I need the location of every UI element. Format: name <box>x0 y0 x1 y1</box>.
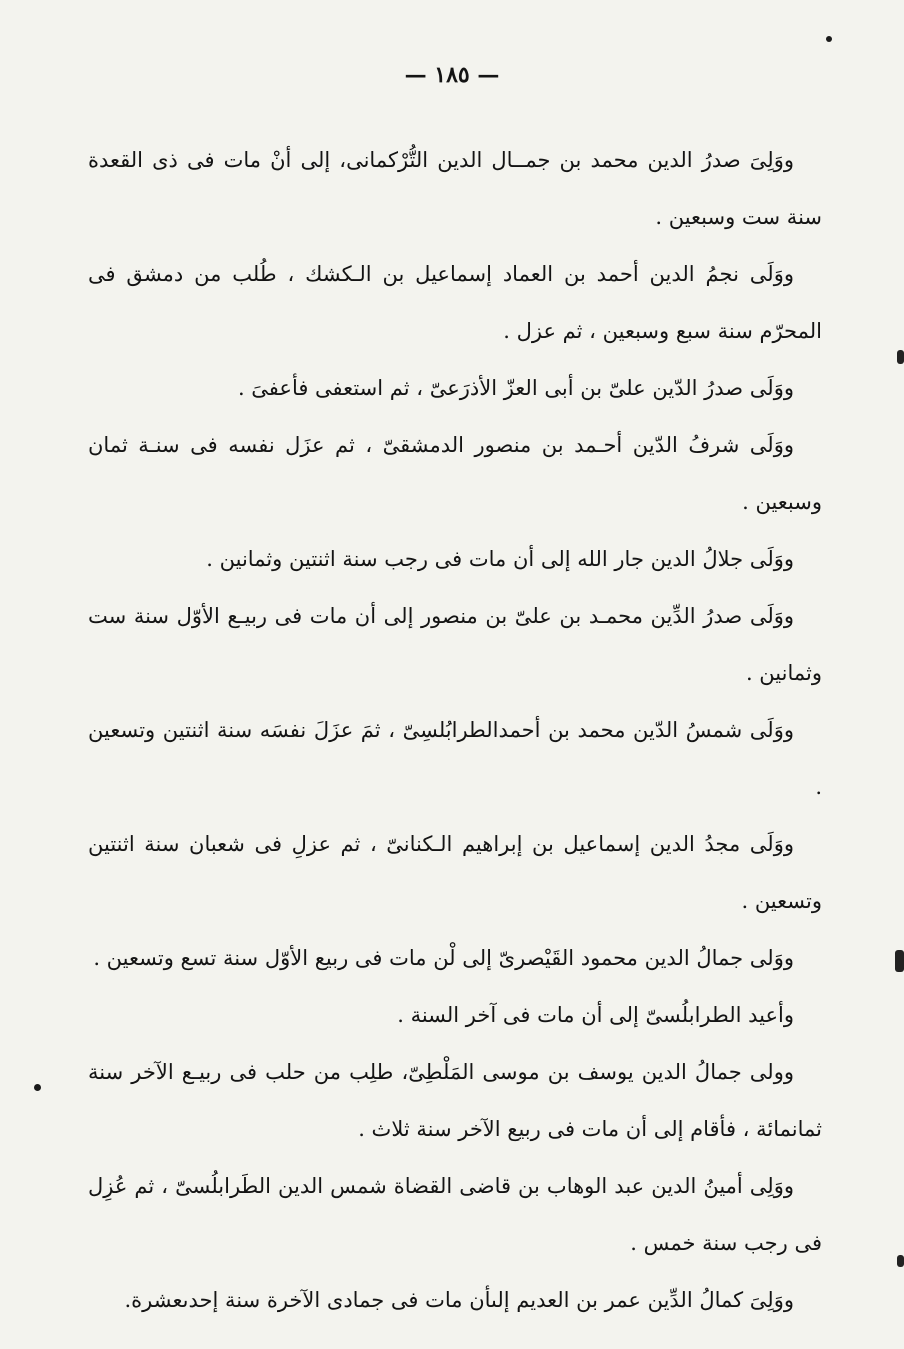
scan-speck <box>826 36 832 42</box>
paragraph: ووَلَى صدرُ الدّين علىّ بن أبى العزّ الأذرَعىّ ، ثم استعفى فأعفىَ . <box>237 376 794 400</box>
paragraph: ووَلَى مجدُ الدين إسماعيل بن إبراهيم الـكنانىّ ، ثم عزلِ فى شعبان سنة اثنتين وتسعين . <box>88 832 822 913</box>
scan-edge-mark <box>897 1255 904 1267</box>
paragraph: ووَلِىَ صدرُ الدين محمد بن جمــال الدين التُّرْكمانى، إلى أنْ مات فى ذى القعدة سنة ست وسبعين . <box>88 148 822 229</box>
paragraph: ووَلَى شمسُ الدّين محمد بن أحمدالطرابُلسِىّ ، ثمَ عزَلَ نفسَه سنة اثنتين وتسعين . <box>88 718 822 799</box>
scan-speck <box>34 1084 41 1091</box>
paragraph: ووَلِى أمينُ الدين عبد الوهاب بن قاضى القضاة شمس الدين الطَرابلُسىّ ، ثم عُزِل فى رجب سنة خمس . <box>88 1174 822 1255</box>
paragraph: ووَلَى جلالُ الدين جار الله إلى أن مات فى رجب سنة اثنتين وثمانين . <box>206 547 794 571</box>
page-number: — ١٨٥ — <box>404 62 500 88</box>
paragraph: ووَلَى شرفُ الدّين أحـمد بن منصور الدمشقىّ ، ثم عزَل نفسه فى سنـة ثمان وسبعين . <box>88 433 822 514</box>
paragraph: ووَلِىَ كمالُ الدِّين عمر بن العديم إلىأن مات فى جمادى الآخرة سنة إحدىعشرة. <box>124 1288 794 1312</box>
scan-edge-mark <box>897 350 904 364</box>
paragraph: وولى جمالُ الدين يوسف بن موسى المَلْطِىّ، طلِب من حلب فى ربيـع الآخر سنة ثمانمائة ، فأقام إلى أن مات فى ربيع الآخر سنة ثلاث . <box>88 1060 822 1141</box>
paragraph: ووَلى جمالُ الدين محمود القَيْصرىّ إلى لْن مات فى ربيع الأوّل سنة تسع وتسعين . <box>93 946 794 970</box>
body-text <box>88 132 822 1329</box>
paragraph: وأعيد الطرابلُسىّ إلى أن مات فى آخر السنة . <box>397 1003 794 1027</box>
paragraph: ووَلَى صدرُ الدِّين محمـد بن علىّ بن منصور إلى أن مات فى ربيـع الأوّل سنة ست وثمانين . <box>88 604 822 685</box>
scan-edge-mark <box>895 950 904 972</box>
paragraph: ووَلَى نجمُ الدين أحمد بن العماد إسماعيل بن الـكشك ، طُلب من دمشق فى المحرّم سنة سبع وسبعين ، ثم عزل . <box>88 262 822 343</box>
